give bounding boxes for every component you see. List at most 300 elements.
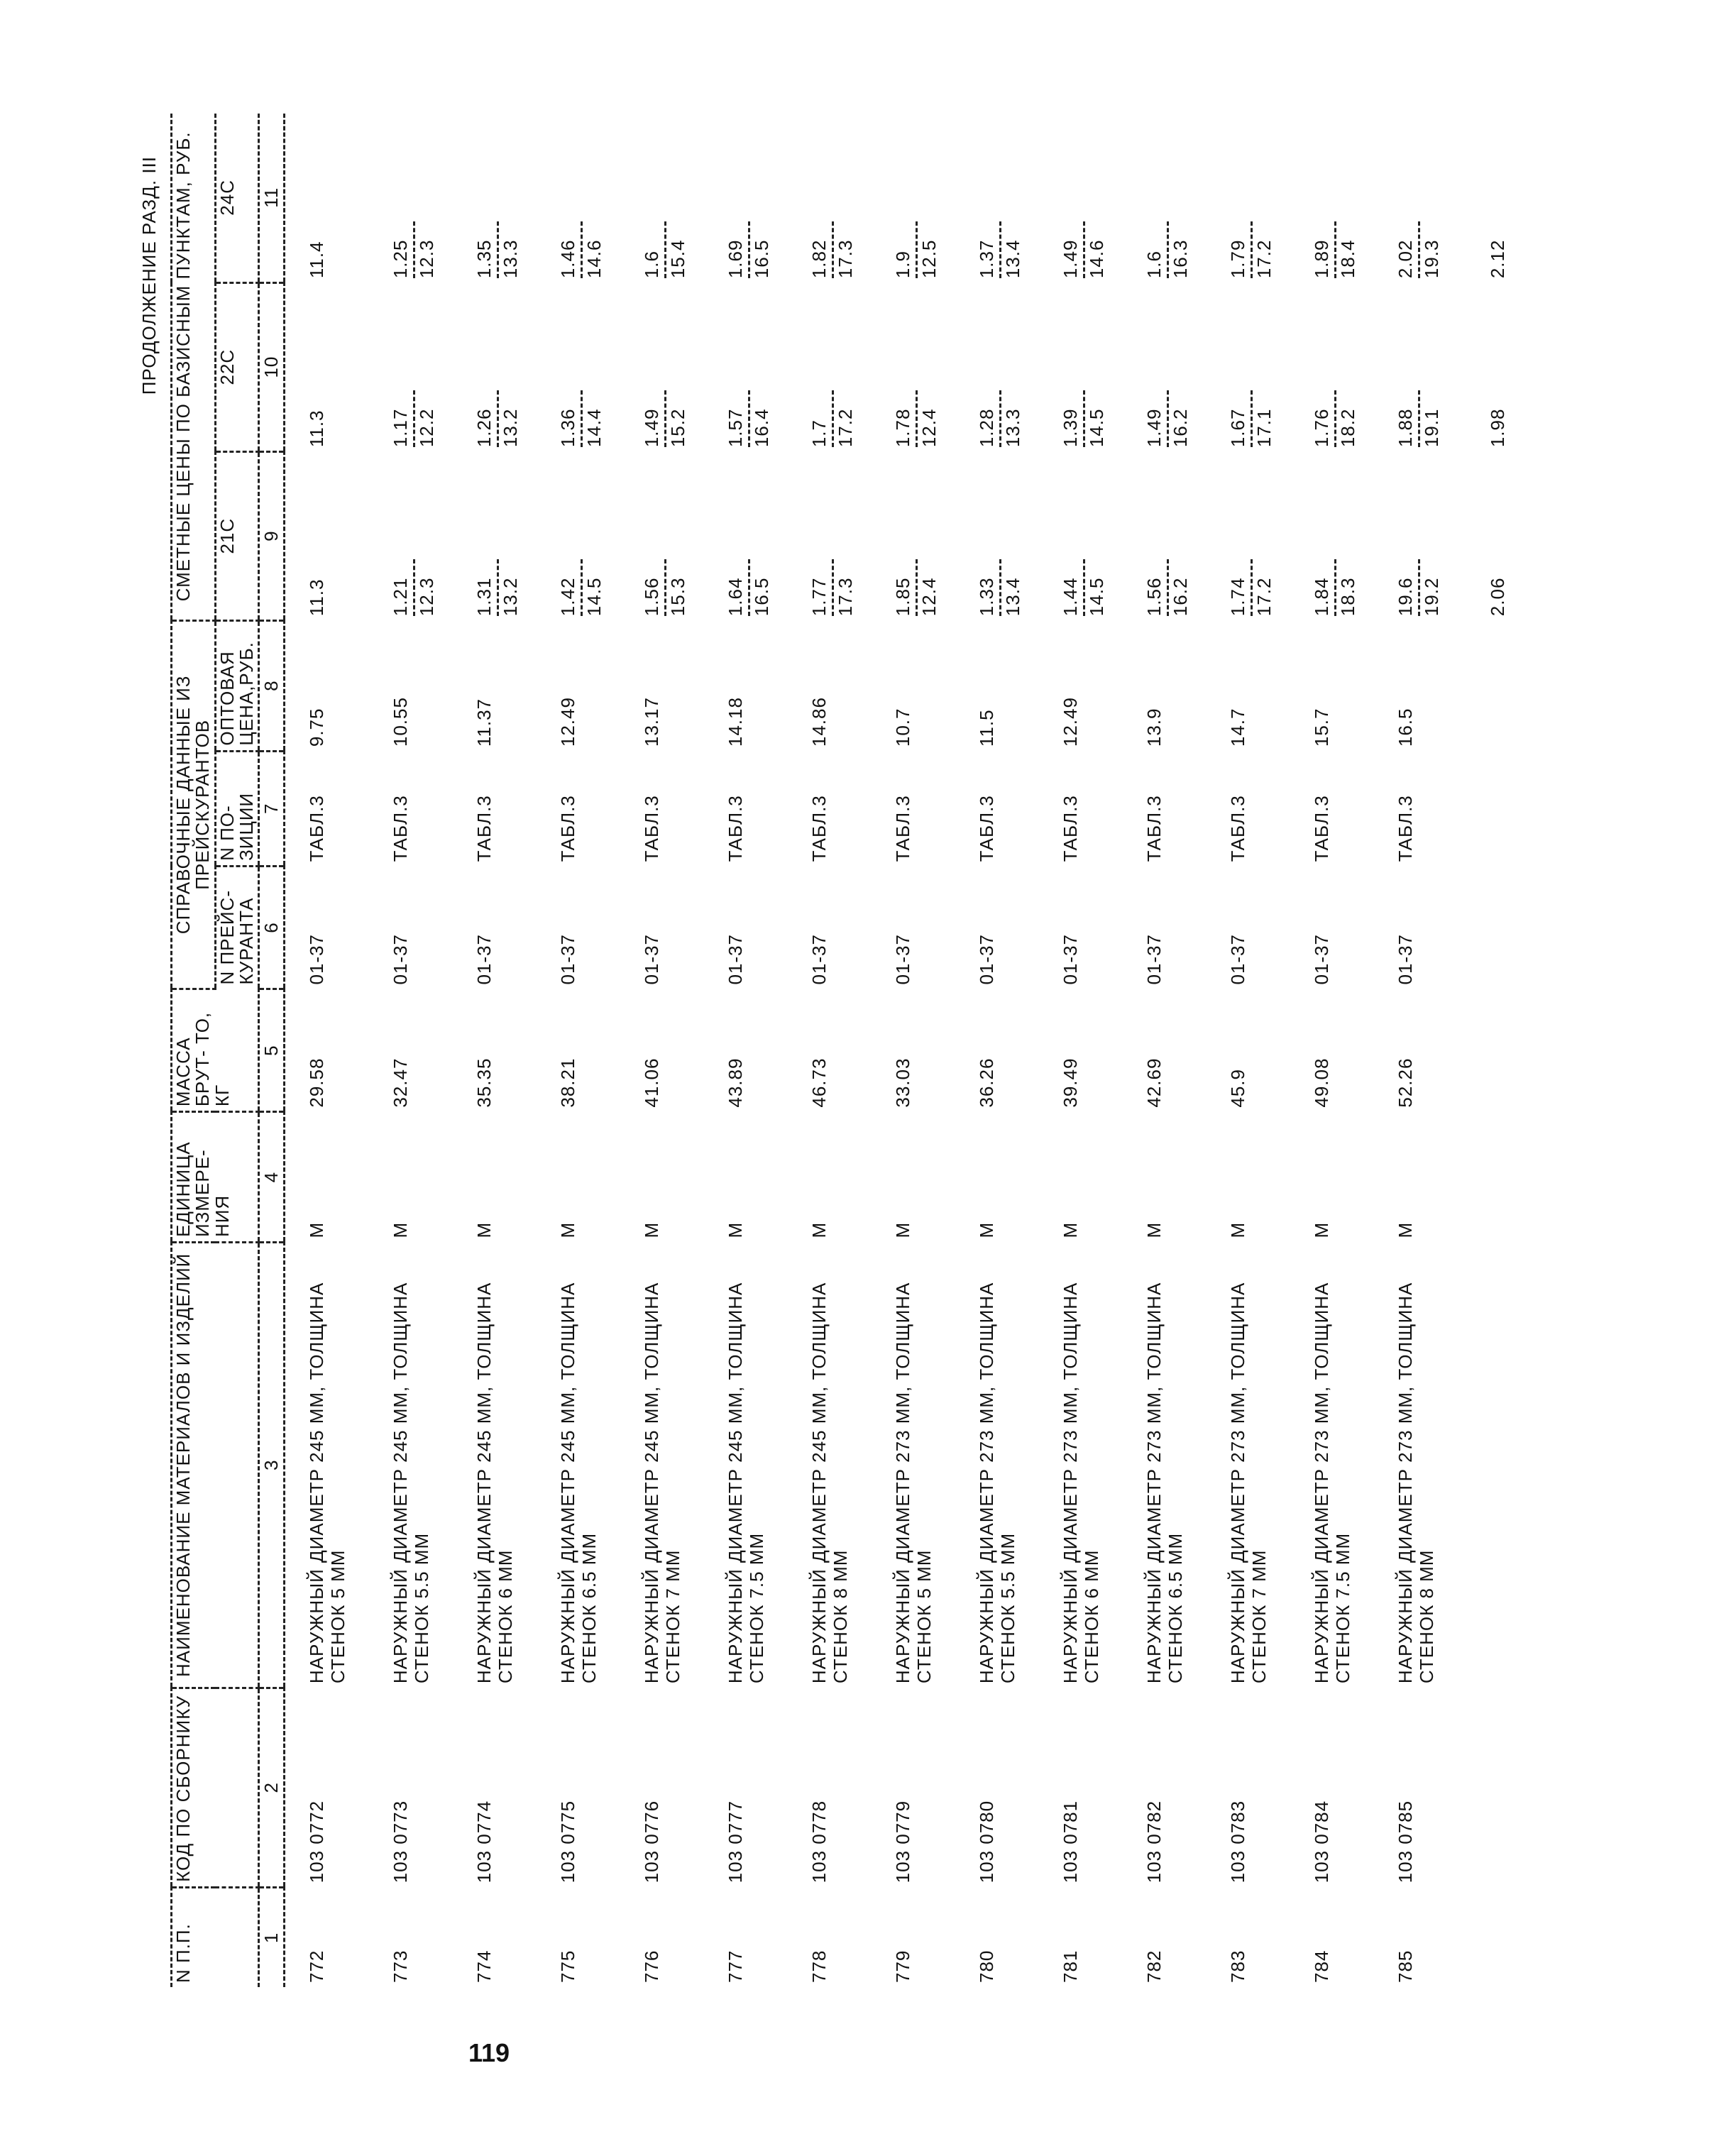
row-price-list: 01-37	[1227, 934, 1249, 985]
table-row	[285, 114, 378, 1987]
price-stack	[1060, 221, 1108, 278]
row-position: ТАБЛ.3	[725, 795, 747, 862]
row-price-24c	[1131, 114, 1215, 282]
row-position: ТАБЛ.3	[641, 795, 663, 862]
price-value-lower: 13.2	[500, 408, 522, 448]
price-stack	[1312, 390, 1359, 447]
price-value: 1.21	[390, 559, 415, 616]
price-stack	[1060, 559, 1108, 616]
row-price-21c	[629, 451, 713, 620]
price-value-lower: 16.3	[1170, 239, 1192, 279]
price-value-lower: 17.3	[835, 577, 857, 617]
col-header-code: КОД ПО СБОРНИКУ	[172, 1688, 259, 1887]
row-price-list: 01-37	[473, 934, 495, 985]
price-stack	[893, 390, 940, 447]
table-row	[1131, 114, 1215, 1987]
price-value: 1.9	[893, 221, 918, 278]
row-number: 783	[1227, 1949, 1249, 1983]
col-number: 10	[259, 282, 285, 451]
price-value-lower: 17.2	[1253, 239, 1275, 279]
price-value-lower: 15.3	[667, 577, 689, 617]
price-value: 1.49	[1144, 390, 1169, 447]
trailing-row	[1466, 114, 1559, 1987]
price-value: 2.02	[1395, 221, 1420, 278]
row-position: ТАБЛ.3	[306, 795, 328, 862]
row-price-24c	[378, 114, 461, 282]
row-price-24c	[880, 114, 964, 282]
row-number: 773	[390, 1949, 412, 1983]
price-value: 1.36	[558, 390, 583, 447]
row-mass: 42.69	[1143, 1057, 1165, 1108]
price-stack	[558, 559, 605, 616]
row-wholesale: 16.5	[1395, 708, 1417, 747]
col-header-21c: 21С	[215, 451, 259, 620]
row-price-21c	[1215, 451, 1299, 620]
price-value-lower: 18.2	[1337, 408, 1359, 448]
row-code: 103 0785	[1395, 1800, 1417, 1883]
price-value: 1.25	[390, 221, 415, 278]
price-stack	[1228, 559, 1275, 616]
row-wholesale: 10.55	[390, 697, 412, 747]
price-value-lower: 16.2	[1170, 577, 1192, 617]
price-stack	[390, 390, 438, 447]
price-value-lower: 12.4	[918, 408, 940, 448]
table-row	[461, 114, 545, 1987]
price-stack	[1228, 221, 1275, 278]
table-row	[713, 114, 796, 1987]
row-number: 781	[1060, 1949, 1082, 1983]
col-header-n: N П.П.	[172, 1887, 259, 1987]
row-number: 776	[641, 1949, 663, 1983]
row-code: 103 0784	[1311, 1800, 1333, 1883]
price-value: 1.6	[1144, 221, 1169, 278]
table-trailing	[1466, 114, 1559, 1987]
row-price-21c	[880, 451, 964, 620]
col-header-22c: 22С	[215, 282, 259, 451]
row-code: 103 0778	[808, 1800, 830, 1883]
price-value-lower: 17.3	[835, 239, 857, 279]
price-value: 1.79	[1228, 221, 1253, 278]
row-code: 103 0776	[641, 1800, 663, 1883]
price-value-lower: 15.4	[667, 239, 689, 279]
row-wholesale: 14.86	[808, 697, 830, 747]
price-value-lower: 14.6	[583, 239, 605, 279]
price-value: 1.69	[725, 221, 750, 278]
row-price-22c	[713, 282, 796, 451]
row-mass: 52.26	[1395, 1057, 1417, 1108]
row-price-24c	[461, 114, 545, 282]
row-mass: 49.08	[1311, 1057, 1333, 1108]
row-price-21c	[285, 451, 378, 620]
price-value: 1.74	[1228, 559, 1253, 616]
row-mass: 36.26	[976, 1057, 998, 1108]
row-price-24c	[1383, 114, 1466, 282]
price-value: 1.6	[642, 221, 666, 278]
price-value: 1.37	[977, 221, 1001, 278]
price-stack	[474, 390, 522, 447]
price-value: 11.4	[306, 241, 328, 279]
row-position: ТАБЛ.3	[976, 795, 998, 862]
price-stack	[390, 221, 438, 278]
row-mass: 39.49	[1060, 1057, 1082, 1108]
row-wholesale: 13.9	[1143, 708, 1165, 747]
row-price-21c	[713, 451, 796, 620]
row-unit: М	[725, 1221, 747, 1238]
price-value: 1.56	[642, 559, 666, 616]
price-stack	[977, 390, 1024, 447]
row-price-21c	[1299, 451, 1383, 620]
row-price-21c	[796, 451, 880, 620]
price-value-lower: 16.5	[751, 577, 773, 617]
price-stack	[307, 221, 328, 278]
row-name: НАРУЖНЫЙ ДИАМЕТР 273 ММ, ТОЛЩИНА СТЕНОК 6 ММ	[1060, 1282, 1103, 1684]
row-price-list: 01-37	[390, 934, 412, 985]
price-value: 1.33	[977, 559, 1001, 616]
row-position: ТАБЛ.3	[557, 795, 579, 862]
row-price-21c	[964, 451, 1048, 620]
row-position: ТАБЛ.3	[1143, 795, 1165, 862]
price-value: 1.84	[1312, 559, 1336, 616]
row-price-21c	[1383, 451, 1466, 620]
price-value: 1.78	[893, 390, 918, 447]
price-value-lower: 14.5	[1086, 408, 1108, 448]
price-stack	[558, 221, 605, 278]
price-value: 1.82	[809, 221, 834, 278]
row-code: 103 0779	[892, 1800, 914, 1883]
row-price-22c	[1215, 282, 1299, 451]
price-stack	[725, 559, 773, 616]
price-value-lower: 12.3	[416, 577, 438, 617]
table-row	[1299, 114, 1383, 1987]
row-mass: 45.9	[1227, 1069, 1249, 1108]
price-value: 1.76	[1312, 390, 1336, 447]
row-number: 782	[1143, 1949, 1165, 1983]
price-stack	[809, 221, 857, 278]
table-row	[1048, 114, 1131, 1987]
col-number: 8	[259, 620, 285, 751]
price-value-lower: 13.2	[500, 577, 522, 617]
row-wholesale: 11.5	[976, 709, 998, 747]
price-value-lower: 19.2	[1421, 577, 1443, 617]
row-price-21c	[378, 451, 461, 620]
row-number: 775	[557, 1949, 579, 1983]
table-row	[796, 114, 880, 1987]
row-price-list: 01-37	[1143, 934, 1165, 985]
trailing-22c: 1.98	[1487, 408, 1509, 448]
row-price-21c	[461, 451, 545, 620]
row-name: НАРУЖНЫЙ ДИАМЕТР 245 ММ, ТОЛЩИНА СТЕНОК 7.5 ММ	[725, 1282, 768, 1684]
price-stack	[642, 221, 689, 278]
price-value: 11.3	[306, 409, 328, 448]
table-row	[1215, 114, 1299, 1987]
row-name: НАРУЖНЫЙ ДИАМЕТР 245 ММ, ТОЛЩИНА СТЕНОК 5 ММ	[306, 1282, 349, 1684]
price-value-lower: 14.4	[583, 408, 605, 448]
price-value: 1.67	[1228, 390, 1253, 447]
table-row	[378, 114, 461, 1987]
row-unit: М	[1143, 1221, 1165, 1238]
row-number: 778	[808, 1949, 830, 1983]
price-value-lower: 17.2	[1253, 577, 1275, 617]
row-unit: М	[1227, 1221, 1249, 1238]
rotated-page	[124, 106, 1509, 2015]
row-price-list: 01-37	[1060, 934, 1082, 985]
price-stack	[642, 559, 689, 616]
price-value-lower: 18.4	[1337, 239, 1359, 279]
price-stack	[1060, 390, 1108, 447]
price-stack	[307, 390, 328, 447]
row-price-list: 01-37	[892, 934, 914, 985]
price-value-lower: 14.5	[1086, 577, 1108, 617]
row-unit: М	[1395, 1221, 1417, 1238]
price-value: 1.26	[474, 390, 499, 447]
table-row	[964, 114, 1048, 1987]
col-header-24c: 24С	[215, 114, 259, 282]
row-price-21c	[545, 451, 629, 620]
row-code: 103 0772	[306, 1800, 328, 1883]
row-code: 103 0780	[976, 1800, 998, 1883]
price-value-lower: 14.5	[583, 577, 605, 617]
price-stack	[725, 221, 773, 278]
row-price-list: 01-37	[1395, 934, 1417, 985]
row-price-24c	[545, 114, 629, 282]
col-number: 5	[259, 989, 285, 1112]
price-value: 1.85	[893, 559, 918, 616]
price-value-lower: 19.1	[1421, 408, 1443, 448]
price-stack	[474, 559, 522, 616]
col-header-name: НАИМЕНОВАНИЕ МАТЕРИАЛОВ И ИЗДЕЛИЙ	[172, 1243, 259, 1688]
price-stack	[977, 221, 1024, 278]
price-value: 1.64	[725, 559, 750, 616]
row-wholesale: 14.18	[725, 697, 747, 747]
price-value-lower: 13.4	[1002, 239, 1024, 279]
col-number: 7	[259, 751, 285, 866]
price-stack	[809, 559, 857, 616]
price-value: 1.7	[809, 390, 834, 447]
price-value-lower: 12.5	[918, 239, 940, 279]
row-price-22c	[1299, 282, 1383, 451]
price-stack	[725, 390, 773, 447]
row-price-22c	[285, 282, 378, 451]
row-price-22c	[378, 282, 461, 451]
price-value-lower: 15.2	[667, 408, 689, 448]
row-name: НАРУЖНЫЙ ДИАМЕТР 273 ММ, ТОЛЩИНА СТЕНОК 5 ММ	[892, 1282, 935, 1684]
row-unit: М	[808, 1221, 830, 1238]
row-name: НАРУЖНЫЙ ДИАМЕТР 273 ММ, ТОЛЩИНА СТЕНОК 6.5 ММ	[1143, 1282, 1187, 1684]
row-wholesale: 11.37	[473, 698, 495, 747]
price-stack	[1228, 390, 1275, 447]
row-name: НАРУЖНЫЙ ДИАМЕТР 245 ММ, ТОЛЩИНА СТЕНОК 6.5 ММ	[557, 1282, 600, 1684]
row-unit: М	[976, 1221, 998, 1238]
row-mass: 33.03	[892, 1057, 914, 1108]
row-unit: М	[473, 1221, 495, 1238]
col-number: 4	[259, 1112, 285, 1243]
row-mass: 41.06	[641, 1057, 663, 1108]
row-number: 785	[1395, 1949, 1417, 1983]
price-stack	[977, 559, 1024, 616]
price-stack	[809, 390, 857, 447]
price-stack	[1395, 221, 1443, 278]
table-row	[880, 114, 964, 1987]
row-wholesale: 9.75	[306, 708, 328, 747]
row-name: НАРУЖНЫЙ ДИАМЕТР 245 ММ, ТОЛЩИНА СТЕНОК 7 ММ	[641, 1282, 684, 1684]
row-code: 103 0781	[1060, 1800, 1082, 1883]
trailing-24c: 2.12	[1487, 239, 1509, 279]
price-stack	[1395, 390, 1443, 447]
row-price-list: 01-37	[1311, 934, 1333, 985]
row-price-24c	[1215, 114, 1299, 282]
price-value: 1.46	[558, 221, 583, 278]
price-stack	[893, 559, 940, 616]
row-price-21c	[1131, 451, 1215, 620]
col-header-unit: ЕДИНИЦА ИЗМЕРЕ- НИЯ	[172, 1112, 259, 1243]
row-price-24c	[285, 114, 378, 282]
row-code: 103 0773	[390, 1800, 412, 1883]
price-value-lower: 12.2	[416, 408, 438, 448]
price-value: 1.39	[1060, 390, 1085, 447]
page-number: 119	[468, 2038, 510, 2067]
price-value: 1.49	[642, 390, 666, 447]
table-row	[629, 114, 713, 1987]
price-value-lower: 19.3	[1421, 239, 1443, 279]
row-position: ТАБЛ.3	[473, 795, 495, 862]
row-price-22c	[796, 282, 880, 451]
row-wholesale: 13.17	[641, 697, 663, 747]
row-wholesale: 14.7	[1227, 708, 1249, 747]
row-wholesale: 12.49	[557, 697, 579, 747]
row-price-24c	[964, 114, 1048, 282]
price-value: 1.49	[1060, 221, 1085, 278]
price-value-lower: 14.6	[1086, 239, 1108, 279]
row-price-24c	[1299, 114, 1383, 282]
price-stack	[474, 221, 522, 278]
row-mass: 38.21	[557, 1057, 579, 1108]
price-value: 1.88	[1395, 390, 1420, 447]
row-price-22c	[880, 282, 964, 451]
row-position: ТАБЛ.3	[1311, 795, 1333, 862]
price-value: 1.77	[809, 559, 834, 616]
row-price-22c	[461, 282, 545, 451]
row-price-22c	[629, 282, 713, 451]
row-name: НАРУЖНЫЙ ДИАМЕТР 273 ММ, ТОЛЩИНА СТЕНОК 7.5 ММ	[1311, 1282, 1354, 1684]
price-value: 19.6	[1395, 559, 1420, 616]
price-value: 1.17	[390, 390, 415, 447]
row-unit: М	[557, 1221, 579, 1238]
row-mass: 35.35	[473, 1057, 495, 1108]
price-value-lower: 18.3	[1337, 577, 1359, 617]
row-unit: М	[892, 1221, 914, 1238]
price-value: 1.35	[474, 221, 499, 278]
row-price-22c	[1048, 282, 1131, 451]
price-stack	[1144, 390, 1192, 447]
row-unit: М	[1060, 1221, 1082, 1238]
row-mass: 46.73	[808, 1057, 830, 1108]
row-unit: М	[390, 1221, 412, 1238]
row-position: ТАБЛ.3	[1227, 795, 1249, 862]
price-value-lower: 13.3	[1002, 408, 1024, 448]
row-price-22c	[1383, 282, 1466, 451]
price-value: 1.28	[977, 390, 1001, 447]
row-number: 777	[725, 1949, 747, 1983]
col-number: 3	[259, 1243, 285, 1688]
row-number: 784	[1311, 1949, 1333, 1983]
row-wholesale: 15.7	[1311, 708, 1333, 747]
row-unit: М	[641, 1221, 663, 1238]
row-price-22c	[545, 282, 629, 451]
row-name: НАРУЖНЫЙ ДИАМЕТР 245 ММ, ТОЛЩИНА СТЕНОК 5.5 ММ	[390, 1282, 433, 1684]
row-price-list: 01-37	[641, 934, 663, 985]
row-name: НАРУЖНЫЙ ДИАМЕТР 273 ММ, ТОЛЩИНА СТЕНОК 8 ММ	[1395, 1282, 1438, 1684]
row-price-24c	[1048, 114, 1131, 282]
price-value-lower: 16.5	[751, 239, 773, 279]
row-name: НАРУЖНЫЙ ДИАМЕТР 273 ММ, ТОЛЩИНА СТЕНОК 7 ММ	[1227, 1282, 1270, 1684]
price-value-lower: 16.2	[1170, 408, 1192, 448]
price-value-lower: 16.4	[751, 408, 773, 448]
row-price-24c	[796, 114, 880, 282]
row-code: 103 0774	[473, 1800, 495, 1883]
row-position: ТАБЛ.3	[892, 795, 914, 862]
col-number: 9	[259, 451, 285, 620]
col-header-estimate-group: СМЕТНЫЕ ЦЕНЫ ПО БАЗИСНЫМ ПУНКТАМ, РУБ.	[172, 114, 216, 620]
col-header-price-list: N ПРЕЙС- КУРАНТА	[215, 866, 259, 989]
col-header-mass: МАССА БРУТ- ТО, КГ	[172, 989, 259, 1112]
row-number: 772	[306, 1949, 328, 1983]
table-row	[545, 114, 629, 1987]
row-position: ТАБЛ.3	[1060, 795, 1082, 862]
price-value: 1.57	[725, 390, 750, 447]
price-stack	[558, 390, 605, 447]
row-position: ТАБЛ.3	[1395, 795, 1417, 862]
row-unit: М	[306, 1221, 328, 1238]
row-price-22c	[1131, 282, 1215, 451]
row-wholesale: 10.7	[892, 708, 914, 747]
price-stack	[1395, 559, 1443, 616]
row-unit: М	[1311, 1221, 1333, 1238]
col-number: 11	[259, 114, 285, 282]
price-stack	[307, 559, 328, 616]
price-stack	[1144, 221, 1192, 278]
row-number: 779	[892, 1949, 914, 1983]
row-mass: 32.47	[390, 1057, 412, 1108]
price-value: 11.3	[306, 578, 328, 617]
price-value: 1.56	[1144, 559, 1169, 616]
col-number: 6	[259, 866, 285, 989]
continuation-header: ПРОДОЛЖЕНИЕ РАЗД. III	[138, 156, 160, 395]
row-code: 103 0777	[725, 1800, 747, 1883]
table-row	[1383, 114, 1466, 1987]
price-stack	[893, 221, 940, 278]
price-value: 1.31	[474, 559, 499, 616]
row-price-list: 01-37	[808, 934, 830, 985]
price-stack	[642, 390, 689, 447]
price-value-lower: 12.3	[416, 239, 438, 279]
row-code: 103 0783	[1227, 1800, 1249, 1883]
col-header-reference-group: СПРАВОЧНЫЕ ДАННЫЕ ИЗ ПРЕЙСКУРАНТОВ	[172, 620, 216, 989]
price-value-lower: 17.1	[1253, 408, 1275, 448]
price-value: 1.89	[1312, 221, 1336, 278]
price-stack	[1312, 559, 1359, 616]
row-price-list: 01-37	[306, 934, 328, 985]
row-name: НАРУЖНЫЙ ДИАМЕТР 245 ММ, ТОЛЩИНА СТЕНОК 8 ММ	[808, 1282, 852, 1684]
col-header-wholesale: ОПТОВАЯ ЦЕНА,РУБ.	[215, 620, 259, 751]
row-code: 103 0782	[1143, 1800, 1165, 1883]
price-value-lower: 12.4	[918, 577, 940, 617]
col-number: 1	[259, 1887, 285, 1987]
row-price-list: 01-37	[557, 934, 579, 985]
price-value-lower: 13.3	[500, 239, 522, 279]
price-value: 1.44	[1060, 559, 1085, 616]
row-price-24c	[629, 114, 713, 282]
materials-table	[170, 114, 1559, 1987]
